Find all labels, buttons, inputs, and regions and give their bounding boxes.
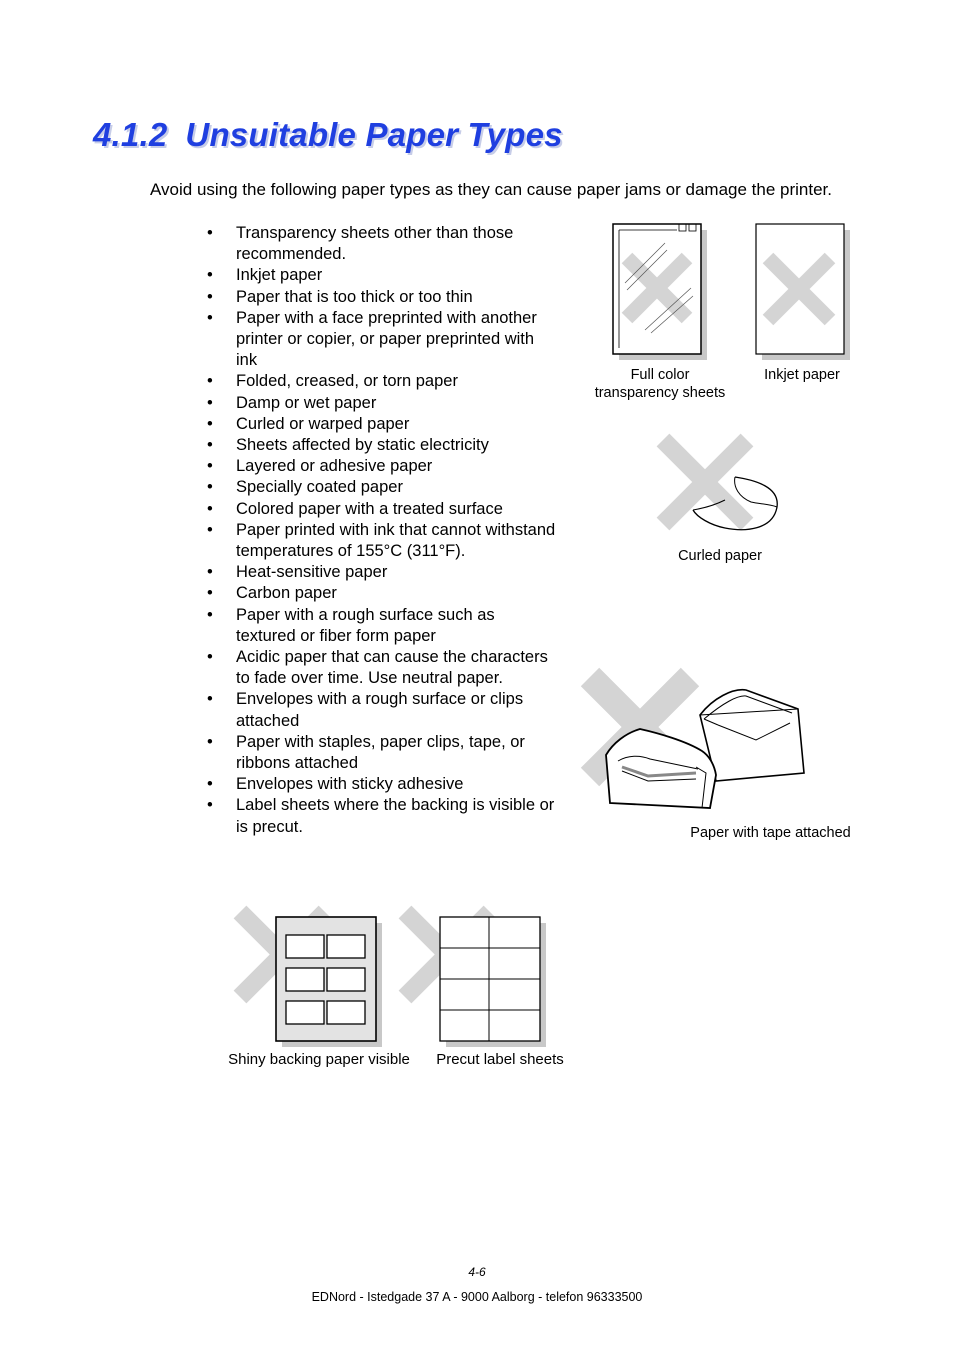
list-item: • Colored paper with a treated surface (207, 499, 557, 520)
section-heading (93, 116, 563, 154)
list-item: • Envelopes with sticky adhesive (207, 774, 557, 795)
list-item: • Inkjet paper (207, 265, 557, 286)
footer-address: EDNord - Istedgade 37 A - 9000 Aalborg - telefon 96333500 (311, 1290, 643, 1304)
list-item: • Paper printed with ink that cannot withstand temperatures of 155°C (311°F). (207, 520, 557, 562)
inkjet-paper-figure (750, 218, 860, 368)
intro-paragraph: Avoid using the following paper types as they can cause paper jams or damage the printer. (150, 180, 832, 199)
list-item: • Damp or wet paper (207, 393, 557, 414)
envelopes-figure (578, 663, 818, 823)
list-item: • Heat-sensitive paper (207, 562, 557, 583)
transparency-caption: Full color transparency sheets (594, 367, 726, 401)
curled-paper-figure (655, 432, 795, 542)
list-item: • Folded, creased, or torn paper (207, 371, 557, 392)
list-item: • Transparency sheets other than those recommended. (207, 223, 557, 265)
shiny-backing-figure (230, 902, 390, 1052)
curled-caption: Curled paper (678, 548, 762, 564)
list-item: • Specially coated paper (207, 477, 557, 498)
list-item: • Layered or adhesive paper (207, 456, 557, 477)
list-item: • Paper that is too thick or too thin (207, 287, 557, 308)
unsuitable-paper-list (207, 223, 557, 838)
precut-caption: Precut label sheets (436, 1051, 564, 1068)
page-number: 4-6 (468, 1265, 486, 1279)
list-item: • Paper with a face preprinted with another printer or copier, or paper preprinted with ink (207, 308, 557, 372)
list-item: • Paper with staples, paper clips, tape, or ribbons attached (207, 732, 557, 774)
list-item: • Sheets affected by static electricity (207, 435, 557, 456)
list-item: • Envelopes with a rough surface or clips attached (207, 689, 557, 731)
transparency-sheet-figure (605, 218, 715, 368)
section-number: 4.1.2 (93, 116, 168, 153)
list-item: • Carbon paper (207, 583, 557, 604)
list-item: • Paper with a rough surface such as textured or fiber form paper (207, 605, 557, 647)
inkjet-caption: Inkjet paper (764, 367, 840, 383)
list-item: • Label sheets where the backing is visible or is precut. (207, 795, 557, 837)
list-item: • Acidic paper that can cause the characters to fade over time. Use neutral paper. (207, 647, 557, 689)
shiny-caption: Shiny backing paper visible (228, 1051, 410, 1068)
tape-caption: Paper with tape attached (690, 825, 851, 841)
list-item: • Curled or warped paper (207, 414, 557, 435)
section-title: Unsuitable Paper Types (185, 116, 563, 153)
precut-label-figure (393, 902, 553, 1052)
